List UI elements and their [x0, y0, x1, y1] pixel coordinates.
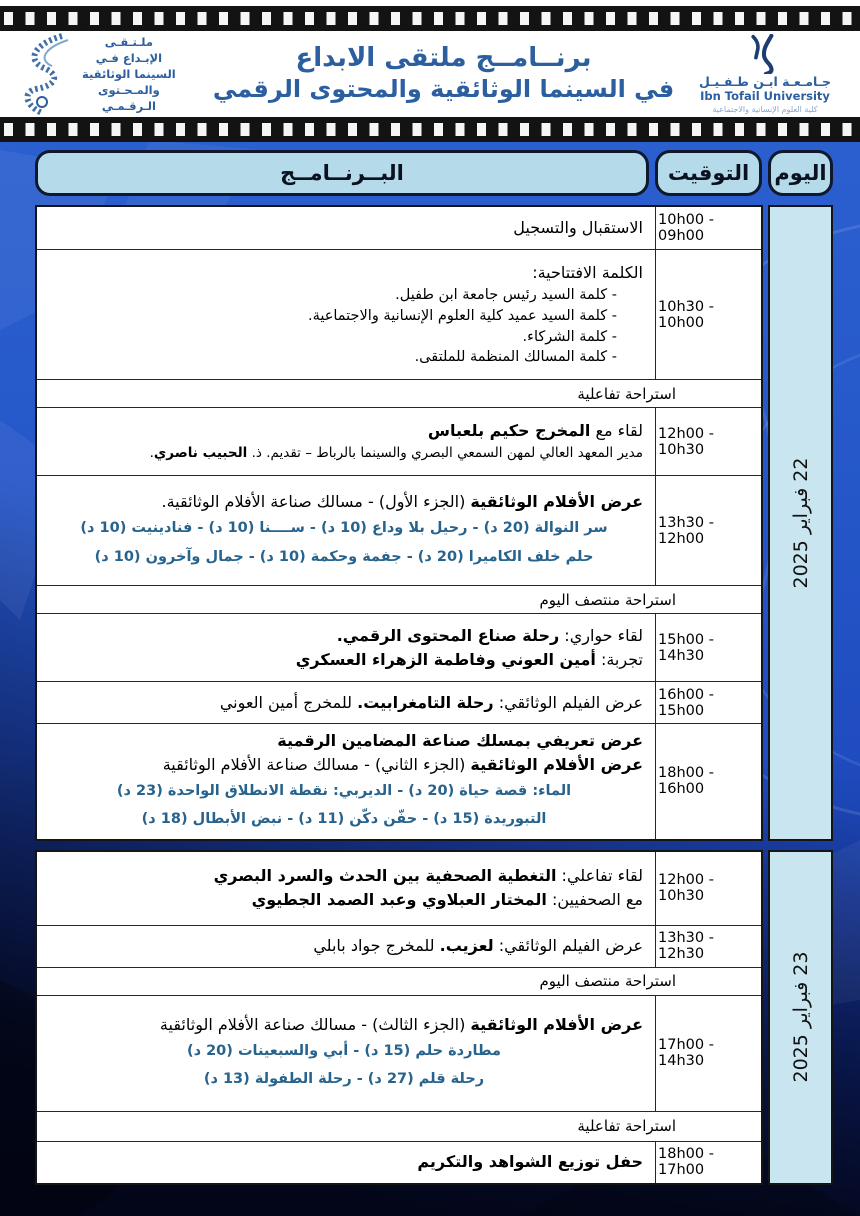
time-cell: 17h00 - 14h30 — [655, 996, 761, 1111]
text-segment: التغطية الصحفية بين الحدث والسرد البصري — [213, 866, 557, 886]
forum-logo-text — [82, 34, 176, 114]
program-cell — [37, 408, 655, 475]
table-row — [37, 995, 761, 1111]
forum-logo-line: ملـتـقـى — [104, 34, 153, 49]
program-line — [45, 443, 643, 463]
program-line — [45, 753, 643, 777]
filmstrip-bottom — [0, 117, 860, 142]
text-segment: عرض الفيلم الوثائقي: — [493, 936, 643, 956]
text-segment: مع الصحفيين: — [546, 890, 643, 910]
text-segment: - كلمة المسالك المنظمة للملتقى. — [414, 349, 617, 366]
forum-logo — [16, 32, 201, 116]
program-line — [45, 347, 643, 368]
program-line — [45, 648, 643, 672]
film-list-line — [45, 1065, 643, 1093]
text-segment: - كلمة السيد عميد كلية العلوم الإنسانية والاجتماعية. — [307, 307, 617, 324]
text-segment: لقاء حواري: — [559, 625, 643, 645]
time-cell: 13h30 - 12h30 — [655, 926, 761, 967]
text-segment: الاستقبال والتسجيل — [513, 218, 643, 237]
text-segment: حلم خلف الكاميرا (20 د) - جفمة وحكمة (10 د) - جمال وآخرون (10 د) — [94, 548, 594, 565]
text-segment: . — [149, 445, 154, 462]
text-segment: المختار العبلاوي وعبد الصمد الجطيوي — [251, 890, 547, 910]
text-segment: عرض الأفلام الوثائقية — [470, 755, 643, 774]
program-line — [45, 261, 643, 285]
text-segment: رحلة قلم (27 د) - رحلة الطفولة (13 د) — [203, 1071, 485, 1088]
program-cell — [37, 614, 655, 681]
forum-logo-line: الإبـداع فـي — [95, 50, 163, 65]
text-segment: عرض الأفلام الوثائقية — [470, 492, 643, 512]
time-cell: 10h00 - 09h00 — [655, 207, 761, 249]
program-cell — [37, 724, 655, 839]
program-line — [45, 490, 643, 514]
text-segment: الحبيب ناصري — [153, 445, 248, 462]
text-segment: الماء: قصة حياة (20 د) - الديربي: نقطة الانطلاق الواحدة (23 د) — [116, 783, 572, 799]
table-row — [37, 407, 761, 475]
program-cell — [37, 1142, 655, 1183]
text-segment: المخرج حكيم بلعباس — [427, 421, 591, 441]
break-cell: استراحة تفاعلية — [577, 384, 676, 403]
table-row — [37, 249, 761, 379]
film-list-line — [45, 777, 643, 805]
text-segment: مطاردة حلم (15 د) - أبي والسبعينات (20 د) — [186, 1042, 502, 1059]
text-segment: عرض الأفلام الوثائقية — [470, 1014, 643, 1034]
table-row — [37, 475, 761, 585]
break-row — [37, 379, 761, 407]
title-line-2: في السينما الوثائقية والمحتوى الرقمي — [212, 75, 675, 103]
program-line — [45, 1013, 643, 1037]
text-segment: التبوريدة (15 د) - حفّن دكّن (11 د) - نبض الأبطال (18 د) — [141, 811, 547, 828]
day1-table — [35, 205, 763, 841]
table-row — [37, 852, 761, 925]
table-row — [37, 613, 761, 681]
program-cell — [37, 207, 655, 249]
table-row — [37, 925, 761, 967]
text-segment: أمين العوني وفاطمة الزهراء العسكري — [295, 649, 596, 669]
time-cell: 18h00 - 17h00 — [655, 1142, 761, 1183]
table-row — [37, 1141, 761, 1183]
table-column-headers — [35, 150, 833, 196]
text-segment: - كلمة الشركاء. — [522, 328, 617, 345]
text-segment: حفل توزيع الشواهد والتكريم — [417, 1152, 643, 1172]
program-line — [45, 691, 643, 715]
day2-column — [768, 850, 833, 1185]
column-header-program: البــرنــامــج — [35, 150, 649, 196]
text-segment: للمخرج أمين العوني — [219, 692, 358, 712]
program-cell — [37, 250, 655, 379]
text-segment: عرض تعريفي بمسلك صناعة المضامين الرقمية — [277, 731, 643, 750]
text-segment: عرض الفيلم الوثائقي: — [493, 692, 643, 712]
time-cell: 12h00 - 10h30 — [655, 852, 761, 925]
program-line — [45, 285, 643, 306]
day2-table — [35, 850, 763, 1185]
page-title — [209, 43, 678, 105]
text-segment: لقاء تفاعلي: — [556, 866, 643, 886]
film-reel-icon — [16, 32, 78, 116]
film-list-line — [45, 1037, 643, 1065]
university-logo — [686, 34, 844, 115]
text-segment: لعزيب. — [439, 936, 494, 956]
film-list-line — [45, 805, 643, 833]
text-segment: رحلة صناع المحتوى الرقمي. — [336, 625, 560, 645]
table-row — [37, 723, 761, 839]
day1-date: 22 فبراير 2025 — [789, 457, 812, 589]
text-segment: رحلة التامغرابيت. — [357, 692, 494, 712]
column-header-day: اليوم — [768, 150, 833, 196]
forum-logo-line: والمـحـتوى — [98, 83, 160, 98]
time-cell: 12h00 - 10h30 — [655, 408, 761, 475]
break-row — [37, 1111, 761, 1141]
university-name-en: Ibn Tofail University — [700, 89, 830, 104]
program-cell — [37, 926, 655, 967]
forum-logo-line: السينما الوثائقية — [82, 66, 176, 81]
program-line — [45, 864, 643, 888]
text-segment: (الجزء الثالث) - مسالك صناعة الأفلام الوثائقية — [159, 1014, 471, 1034]
university-faculty: كلية العلوم الإنسانية والاجتماعية — [712, 104, 818, 114]
text-segment: لقاء مع — [590, 421, 643, 441]
program-line — [45, 419, 643, 443]
text-segment: (الجزء الثاني) - مسالك صناعة الأفلام الوثائقية — [162, 755, 471, 774]
program-line — [45, 624, 643, 648]
day2-date: 23 فبراير 2025 — [789, 951, 812, 1083]
break-cell: استراحة منتصف اليوم — [539, 590, 676, 609]
program-line — [45, 327, 643, 348]
time-cell: 15h00 - 14h30 — [655, 614, 761, 681]
break-row — [37, 585, 761, 613]
text-segment: الكلمة الافتتاحية: — [532, 262, 643, 282]
day1-block — [35, 205, 833, 841]
page-header — [0, 0, 860, 142]
program-cell — [37, 682, 655, 723]
program-cell — [37, 996, 655, 1111]
time-cell: 16h00 - 15h00 — [655, 682, 761, 723]
text-segment: تجربة: — [595, 649, 643, 669]
program-line — [45, 1150, 643, 1174]
program-line — [45, 216, 643, 240]
table-row — [37, 207, 761, 249]
day2-block — [35, 850, 833, 1185]
program-line — [45, 934, 643, 958]
break-cell: استراحة تفاعلية — [577, 1117, 676, 1136]
program-cell — [37, 476, 655, 585]
program-cell — [37, 852, 655, 925]
time-cell: 13h30 - 12h00 — [655, 476, 761, 585]
break-cell: استراحة منتصف اليوم — [539, 972, 676, 991]
break-row — [37, 967, 761, 995]
table-row — [37, 681, 761, 723]
program-line — [45, 729, 643, 753]
university-logo-mark — [744, 34, 786, 74]
text-segment: سر النوالة (20 د) - رحيل بلا وداع (10 د) - ســــنا (10 د) - فنادينيت (10 د) — [80, 520, 608, 537]
title-line-1: برنــامــج ملتقى الابداع — [295, 42, 592, 73]
filmstrip-top — [0, 6, 860, 31]
program-line — [45, 888, 643, 912]
day1-column — [768, 205, 833, 841]
program-line — [45, 306, 643, 327]
text-segment: - كلمة السيد رئيس جامعة ابن طفيل. — [395, 286, 617, 303]
text-segment: للمخرج جواد بابلي — [313, 936, 440, 956]
film-list-line — [45, 543, 643, 571]
time-cell: 18h00 - 16h00 — [655, 724, 761, 839]
column-header-time: التوقيت — [655, 150, 762, 196]
university-name-ar: جـامـعـة ابـن طـفـيـل — [699, 73, 831, 89]
time-cell: 10h30 - 10h00 — [655, 250, 761, 379]
text-segment: (الجزء الأول) - مسالك صناعة الأفلام الوثائقية. — [161, 492, 471, 512]
text-segment: مدير المعهد العالي لمهن السمعي البصري والسينما بالرباط – تقديم. ذ. — [247, 445, 643, 462]
film-list-line — [45, 514, 643, 542]
forum-logo-line: الـرقـمـي — [101, 99, 156, 114]
